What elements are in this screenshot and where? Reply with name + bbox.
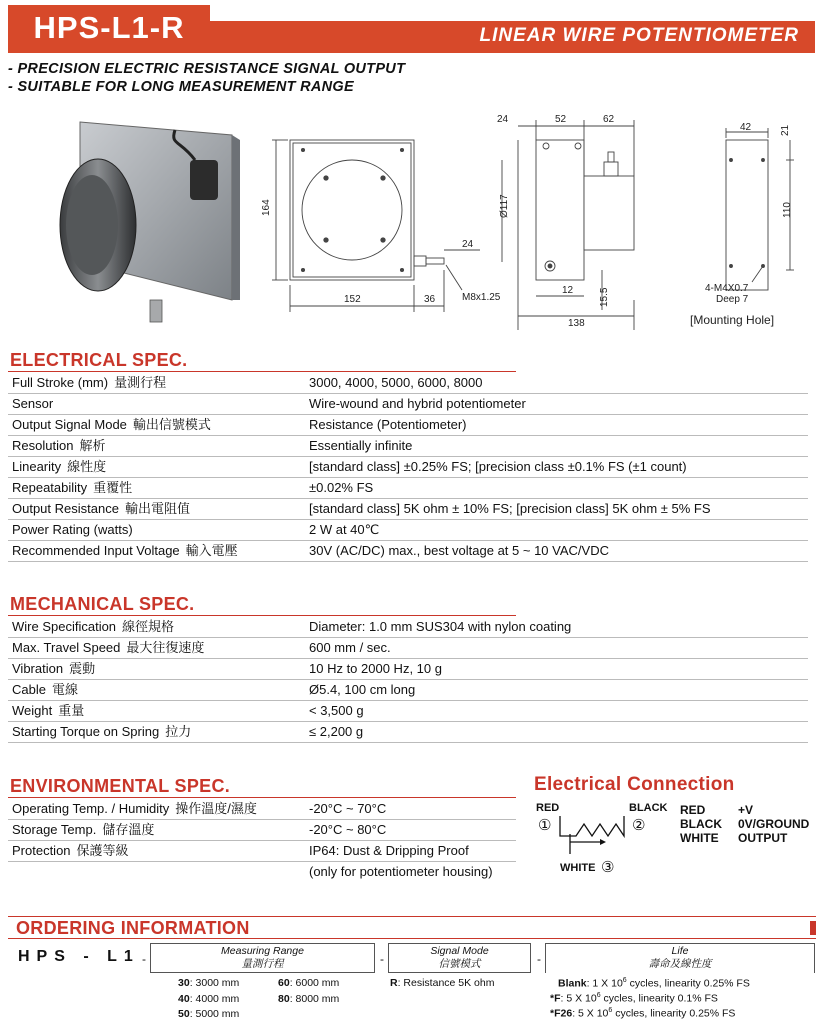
spec-label-en: Weight bbox=[12, 703, 53, 718]
spec-label-en: Resolution bbox=[12, 438, 74, 453]
spec-label-en: Repeatability bbox=[12, 480, 88, 495]
spec-label-cn: 重量 bbox=[58, 703, 85, 718]
spec-label bbox=[12, 519, 133, 540]
range-option-40: 40: 4000 mm bbox=[178, 993, 240, 1005]
dim-top-right: 62 bbox=[603, 114, 615, 125]
connection-legend-signals bbox=[738, 803, 809, 845]
spec-label bbox=[12, 658, 95, 679]
signal-mode-box bbox=[388, 943, 531, 973]
spec-value: IP64: Dust & Dripping Proof bbox=[309, 843, 469, 858]
product-photo bbox=[60, 122, 240, 322]
terminal-1: ① bbox=[538, 816, 552, 834]
spec-value: Wire-wound and hybrid potentiometer bbox=[309, 396, 526, 411]
spec-value: 3000, 4000, 5000, 6000, 8000 bbox=[309, 375, 483, 390]
spec-label-en: Output Resistance bbox=[12, 501, 119, 516]
front-view-drawing bbox=[272, 140, 480, 312]
electrical-row bbox=[8, 519, 808, 540]
spec-value: ±0.02% FS bbox=[309, 480, 374, 495]
spec-value: Resistance (Potentiometer) bbox=[309, 417, 467, 432]
dim-height: 164 bbox=[261, 199, 272, 216]
connection-legend-wires bbox=[680, 803, 722, 845]
spec-label-cn: 震動 bbox=[69, 661, 96, 676]
life-option-f26: *F26: 5 X $10^6$ cycles, linearity 0.25% FS bbox=[550, 1007, 736, 1020]
spec-value: 600 mm / sec. bbox=[309, 640, 391, 655]
spec-label-cn: 線性度 bbox=[67, 459, 107, 474]
electrical-spec-title: ELECTRICAL SPEC. bbox=[10, 350, 188, 370]
dim-mount-width: 42 bbox=[740, 122, 752, 133]
spec-value: Diameter: 1.0 mm SUS304 with nylon coating bbox=[309, 619, 572, 634]
resistor-symbol bbox=[560, 816, 624, 836]
spec-label bbox=[12, 616, 174, 637]
legend-signal-vplus: +V bbox=[738, 803, 754, 817]
signal-mode-cn: 信號模式 bbox=[438, 958, 481, 970]
spec-value: [standard class] ±0.25% FS; [precision class ±0.1% FS (±1 count) bbox=[309, 459, 687, 474]
spec-label-cn: 解析 bbox=[79, 438, 106, 453]
spec-label bbox=[12, 456, 106, 477]
spec-label-cn: 拉力 bbox=[165, 724, 192, 739]
measuring-range-en: Measuring Range bbox=[221, 945, 304, 957]
spec-label-cn: 操作溫度/濕度 bbox=[175, 801, 257, 816]
mechanical-row bbox=[8, 721, 808, 742]
electrical-row bbox=[8, 498, 808, 519]
dim-overall: 138 bbox=[568, 318, 585, 329]
electrical-row bbox=[8, 393, 808, 414]
model-title: HPS-L1-R bbox=[8, 5, 210, 51]
white-terminal-label: WHITE bbox=[560, 862, 596, 874]
black-terminal-label: BLACK bbox=[629, 802, 668, 814]
ordering-accent bbox=[810, 921, 816, 935]
dim-thread: M8x1.25 bbox=[462, 292, 501, 303]
legend-wire-black: BLACK bbox=[680, 817, 722, 831]
protection-note: (only for potentiometer housing) bbox=[309, 864, 493, 879]
electrical-row bbox=[8, 435, 808, 456]
environmental-row bbox=[8, 798, 516, 819]
spec-value: -20°C ~ 70°C bbox=[309, 801, 387, 816]
dim-bottom-b: 15.5 bbox=[599, 287, 610, 307]
signal-option-r: R: Resistance 5K ohm bbox=[390, 977, 495, 989]
spec-label-cn: 重覆性 bbox=[93, 480, 133, 495]
red-terminal-label: RED bbox=[536, 802, 560, 814]
spec-label-cn: 最大往復速度 bbox=[126, 640, 205, 655]
title-bar bbox=[210, 21, 815, 51]
spec-value: 30V (AC/DC) max., best voltage at 5 ~ 10 VAC/VDC bbox=[309, 543, 609, 558]
environmental-spec-title: ENVIRONMENTAL SPEC. bbox=[10, 776, 231, 796]
signal-mode-en: Signal Mode bbox=[430, 945, 489, 957]
spec-value: -20°C ~ 80°C bbox=[309, 822, 387, 837]
life-option-blank: Blank: 1 X $10^6$ cycles, linearity 0.25% FS bbox=[558, 977, 750, 990]
spec-label-cn: 電線 bbox=[51, 682, 78, 697]
life-cn: 壽命及線性度 bbox=[648, 958, 712, 970]
spec-label-en: Full Stroke (mm) bbox=[12, 375, 109, 390]
dim-bottom-a: 12 bbox=[562, 285, 574, 296]
mechanical-row bbox=[8, 616, 808, 637]
legend-wire-white: WHITE bbox=[680, 831, 719, 845]
spec-value: ≤ 2,200 g bbox=[309, 724, 364, 739]
electrical-row bbox=[8, 456, 808, 477]
protection-note-row bbox=[8, 861, 516, 882]
mechanical-row bbox=[8, 658, 808, 679]
environmental-row bbox=[8, 819, 516, 840]
spec-label-en: Linearity bbox=[12, 459, 62, 474]
legend-signal-output: OUTPUT bbox=[738, 831, 788, 845]
electrical-row bbox=[8, 540, 808, 561]
electrical-row bbox=[8, 477, 808, 498]
range-option-30: 30: 3000 mm bbox=[178, 977, 240, 989]
mechanical-row bbox=[8, 700, 808, 721]
spec-label bbox=[12, 819, 154, 840]
dim-cable: 36 bbox=[424, 294, 436, 305]
side-view-drawing bbox=[502, 120, 634, 330]
row-divider bbox=[8, 742, 808, 743]
dim-top-mid: 52 bbox=[555, 114, 567, 125]
spec-value: Ø5.4, 100 cm long bbox=[309, 682, 416, 697]
range-option-50: 50: 5000 mm bbox=[178, 1008, 240, 1020]
spec-label bbox=[12, 372, 166, 393]
measuring-range-box bbox=[150, 943, 375, 973]
spec-label-en: Sensor bbox=[12, 396, 54, 411]
spec-value: < 3,500 g bbox=[309, 703, 364, 718]
dim-cable-len: 24 bbox=[462, 239, 474, 250]
environmental-row bbox=[8, 840, 516, 861]
electrical-connection-title: Electrical Connection bbox=[534, 774, 735, 795]
spec-label bbox=[12, 679, 78, 700]
spec-label-en: Power Rating (watts) bbox=[12, 522, 133, 537]
dim-top-left: 24 bbox=[497, 114, 509, 125]
life-option-f: *F: 5 X $10^6$ cycles, linearity 0.1% FS bbox=[550, 992, 718, 1005]
code-dash-2: - bbox=[380, 952, 384, 966]
electrical-row bbox=[8, 372, 808, 393]
mechanical-row bbox=[8, 679, 808, 700]
spec-label-cn: 保護等級 bbox=[76, 843, 129, 858]
spec-label-en: Protection bbox=[12, 843, 71, 858]
ordering-header bbox=[8, 916, 816, 939]
dim-width: 152 bbox=[344, 294, 361, 305]
spec-label bbox=[12, 700, 84, 721]
mounting-hole-caption: [Mounting Hole] bbox=[690, 313, 775, 327]
spec-label-en: Recommended Input Voltage bbox=[12, 543, 180, 558]
spec-label-cn: 儲存溫度 bbox=[102, 822, 155, 837]
spec-label bbox=[12, 435, 105, 456]
spec-label-en: Vibration bbox=[12, 661, 64, 676]
technical-drawings bbox=[0, 100, 820, 340]
spec-value: 10 Hz to 2000 Hz, 10 g bbox=[309, 661, 442, 676]
spec-label-en: Max. Travel Speed bbox=[12, 640, 121, 655]
measuring-range-cn: 量測行程 bbox=[241, 958, 284, 970]
spec-label-en: Storage Temp. bbox=[12, 822, 97, 837]
spec-label bbox=[12, 798, 257, 819]
dim-diameter: Ø117 bbox=[499, 194, 510, 218]
life-box bbox=[545, 943, 815, 973]
life-en: Life bbox=[671, 945, 689, 957]
spec-label-cn: 輸入電壓 bbox=[185, 543, 238, 558]
terminal-2: ② bbox=[632, 816, 646, 834]
spec-label bbox=[12, 477, 132, 498]
terminal-3: ③ bbox=[601, 858, 615, 876]
feature-2: - SUITABLE FOR LONG MEASUREMENT RANGE bbox=[8, 79, 354, 95]
range-option-60: 60: 6000 mm bbox=[278, 977, 340, 989]
spec-label bbox=[12, 840, 129, 861]
order-code: HPS - L1 bbox=[18, 948, 140, 965]
row-divider bbox=[8, 561, 808, 562]
spec-label-cn: 線徑規格 bbox=[122, 619, 175, 634]
spec-label-en: Wire Specification bbox=[12, 619, 117, 634]
mechanical-row bbox=[8, 637, 808, 658]
spec-label bbox=[12, 414, 211, 435]
hole-note-1: 4-M4X0.7 bbox=[705, 283, 749, 294]
range-option-80: 80: 8000 mm bbox=[278, 993, 340, 1005]
spec-label-cn: 量測行程 bbox=[114, 375, 167, 390]
mechanical-spec-title: MECHANICAL SPEC. bbox=[10, 594, 195, 614]
spec-label bbox=[12, 540, 238, 561]
spec-label-cn: 輸出電阻值 bbox=[124, 501, 190, 516]
spec-label-en: Starting Torque on Spring bbox=[12, 724, 160, 739]
legend-wire-red: RED bbox=[680, 803, 706, 817]
spec-label-cn: 輸出信號模式 bbox=[132, 417, 211, 432]
spec-value: 2 W at 40℃ bbox=[309, 522, 380, 537]
feature-1: - PRECISION ELECTRIC RESISTANCE SIGNAL OUTPUT bbox=[8, 61, 406, 77]
spec-label-en: Cable bbox=[12, 682, 46, 697]
hole-note-2: Deep 7 bbox=[716, 294, 749, 305]
spec-value: [standard class] 5K ohm ± 10% FS; [precision class] 5K ohm ± 5% FS bbox=[309, 501, 711, 516]
spec-label-en: Operating Temp. / Humidity bbox=[12, 801, 170, 816]
dim-mount-top: 21 bbox=[780, 124, 791, 136]
wiper-arrowhead bbox=[600, 839, 606, 845]
spec-label bbox=[12, 393, 53, 414]
connection-diagram bbox=[530, 798, 670, 878]
legend-signal-ground: 0V/GROUND bbox=[738, 817, 810, 831]
electrical-row bbox=[8, 414, 808, 435]
spec-label bbox=[12, 498, 190, 519]
dim-mount-height: 110 bbox=[782, 202, 793, 218]
spec-label bbox=[12, 637, 204, 658]
spec-label-en: Output Signal Mode bbox=[12, 417, 127, 432]
spec-value: Essentially infinite bbox=[309, 438, 413, 453]
product-title: LINEAR WIRE POTENTIOMETER bbox=[479, 25, 799, 46]
code-dash-1: - bbox=[142, 952, 146, 966]
code-dash-3: - bbox=[537, 952, 541, 966]
spec-label bbox=[12, 721, 191, 742]
header-rule bbox=[8, 51, 815, 53]
ordering-title: ORDERING INFORMATION bbox=[16, 918, 250, 938]
